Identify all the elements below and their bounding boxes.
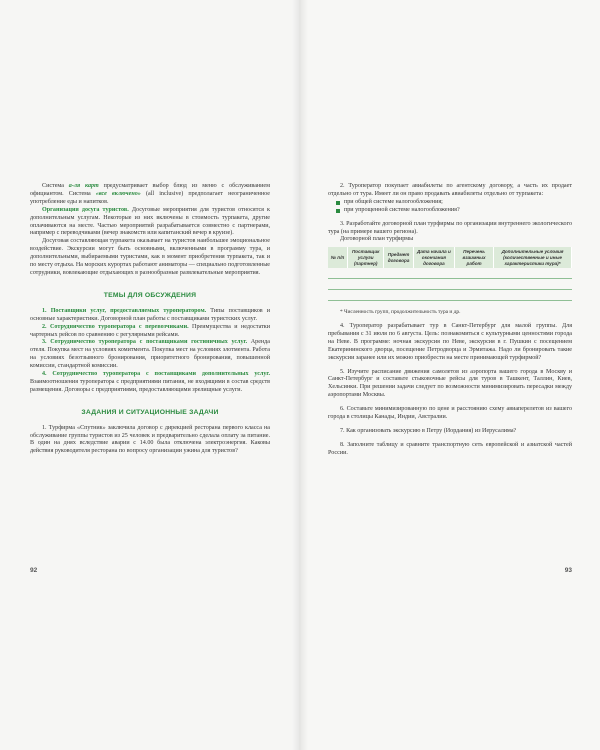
term-a-la-carte: а-ля карт: [68, 183, 99, 189]
task-8: 8. Заполните таблицу и сравните транспортную сеть европейской и азиатской частей России.: [328, 441, 572, 456]
right-text-column: [328, 183, 572, 458]
table-header-dates: Дата начала и окончания договора: [413, 247, 454, 268]
page-number-left: 92: [30, 567, 38, 574]
task-5: 5. Изучите расписание движения самолетов из аэропорта вашего города в Москву и Санкт-Петербург и составьте стыковочные рейсы для туров в Ташкент, Таллин, Киев, Хельсинки. При решении задачи следует по возможности минимизировать пересадки между аэропортами Москвы.: [328, 368, 572, 399]
intro-paragraph-3: Досуговая составляющая турпакета оказывает на туристов наибольшее эмоциональное воздействие. Экскурсии могут быть основными, включенными в программу тура, и дополнительными, выбираемыми туристами, как в момент приобретения турпакета, так и по месту отдыха. На морских курортах работают аниматоры — специально подготовленные сотрудники, вовлекающие отдыхающих в разнообразные развлекательные мероприятия.: [30, 238, 270, 276]
table-header-subject: Предмет договора: [384, 247, 413, 268]
tasks-heading: ЗАДАНИЯ И СИТУАЦИОННЫЕ ЗАДАЧИ: [81, 408, 219, 416]
task-4: 4. Туроператор разрабатывает тур в Санкт-Петербург для малой группы. Для пребывания с 31 июля по 6 августа. Цель: познакомиться с культурными ценностями города на Неве. В программе: ночная экскурсия по Неве, экскурсия в г. Пушкин с посещением Екатерининского дворца, посещение Петродворца и Эрмитажа. Надо ли бронировать такие экскурсии заранее или их можно приобрести на месте принимающей турфирмой?: [328, 323, 572, 361]
table-row: [328, 268, 572, 279]
table-header-supplier: Поставщик услуги (партнер): [347, 247, 384, 268]
table-header-num: № п/п: [328, 247, 347, 268]
table-header-conditions: Дополнительные условия (количественные и иные характеристики тура)*: [494, 247, 572, 268]
table-footnote: * Численность групп, продолжительность тура и др.: [340, 309, 461, 316]
task-3: 3. Разработайте договорной план турфирмы по организации внутреннего экологического тура (на примере вашего региона).: [328, 220, 572, 235]
topic-3: 3. Сотрудничество туроператора с поставщиками гостиничных услуг. Аренда отеля. Покупка мест на условиях комитмента. Покупка мест на условиях элотмента. Работа на условиях безотзывного бронирования, приоритетного бронирования, повышенной комиссии, стандартной комиссии.: [30, 339, 270, 370]
topic-2: 2. Сотрудничество туроператора с перевозчиками. Преимущества и недостатки чартерных рейсов по сравнению с регулярными рейсами.: [30, 323, 271, 338]
contract-plan-table: [328, 247, 572, 301]
table-caption: Договорной план турфирмы: [340, 236, 414, 243]
term-leisure: Организация досуга туристов.: [42, 206, 129, 213]
topic-1: 1. Поставщики услуг, предоставляемых туроператором. Типы поставщиков и основные характеристики. Договорной план работы с поставщиками туристских услуг.: [30, 307, 270, 322]
intro-paragraph-1: Система а-ля карт предусматривает выбор блюд из меню с обслуживанием официантом. Система «все включено» (all inclusive) предполагает неограниченное употребление еды и напитков.: [30, 183, 270, 205]
intro-paragraph-2: Организация досуга туристов. Досуговые мероприятия для туристов относятся к дополнительным услугам. Некоторые из них включены в стоимость турпакета, другие оплачиваются на месте. Частью мероприятий разрабатывается совместно с партнерами, например с переводчиками (вечер знакомств или капитанский вечер в круизе).: [30, 206, 270, 237]
table-row: [328, 279, 572, 290]
bullet-icon: [336, 209, 340, 213]
discussion-heading: ТЕМЫ ДЛЯ ОБСУЖДЕНИЯ: [103, 291, 197, 299]
task-2-option-2: при упрощенной системе налогообложения?: [328, 207, 572, 215]
table-row: [328, 290, 572, 301]
bullet-icon: [336, 201, 340, 205]
task-6: 6. Составьте минимизированную по цене и расстоянию схему авиаперелетов из вашего города в столицы Канады, Индии, Австралии.: [328, 406, 572, 421]
table-header-row: [328, 247, 572, 268]
topic-4: 4. Сотрудничество туроператора с поставщиками дополнительных услуг. Взаимоотношения туроператора с предприятиями питания, не входящими в состав средств размещения. Договоры с предприятиями, предоставляющими зрелищные услуги.: [30, 371, 270, 393]
page-number-right: 93: [564, 567, 572, 574]
task-7: 7. Как организовать экскурсию в Петру (Иордания) из Иерусалима?: [340, 428, 517, 434]
task-2-option-1: при общей системе налогообложения;: [328, 199, 572, 207]
term-all-inclusive: «все включено»: [95, 190, 141, 197]
task-1: 1. Турфирма «Спутник» заключила договор с дирекцией ресторана первого класса на обслуживание группы туристов из 25 человек и предварительно сделала оплату за питание. В один на днях вследствие аварии с 14.00 была отключена электроэнергия. Каковы действия руководителя ресторана по вопросу организации ужина для туристов?: [30, 424, 270, 455]
book-gutter: [292, 0, 308, 750]
table-header-works: Перечень взаимных работ: [455, 247, 494, 268]
left-text-column: [30, 183, 270, 456]
task-2: 2. Туроператор покупает авиабилеты по агентскому договору, а часть их продает отдельно от тура. Имеет ли он право продавать авиабилеты отдельно от турпакета:: [328, 183, 572, 197]
right-page: [300, 0, 600, 750]
